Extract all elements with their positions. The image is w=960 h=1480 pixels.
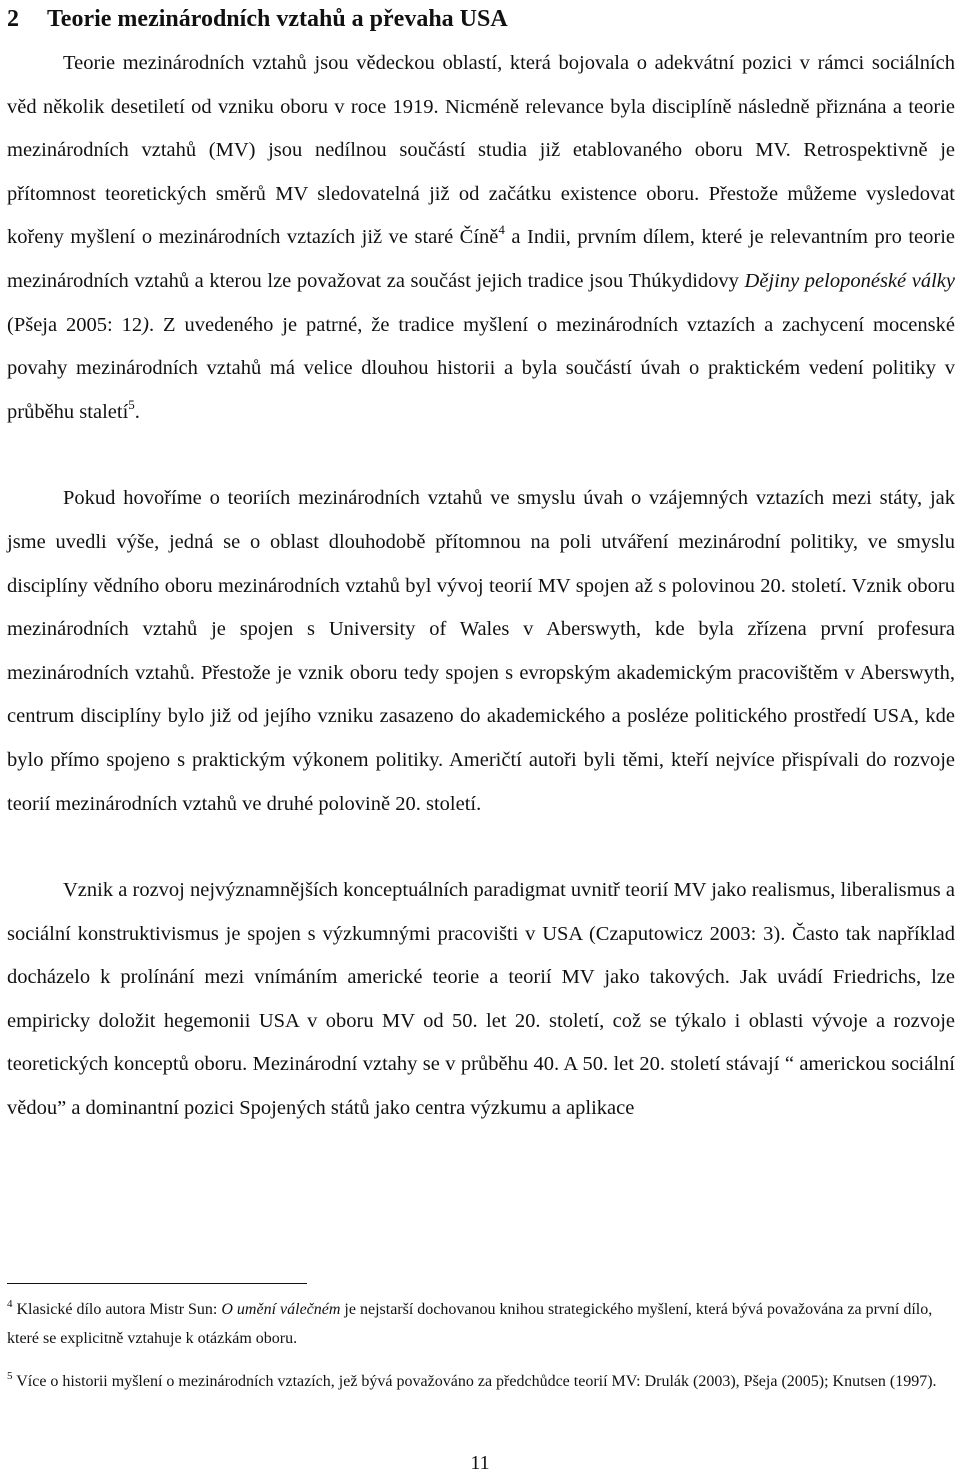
paragraph-1-text-b: a Indii, prvním dílem, které je relevantním pro teorie mezinárodních vztahů a kterou lze považovat za součást jejich tradice jsou Thúkydidovy xyxy=(7,226,955,292)
footnote-text: Více o historii myšlení o mezinárodních vztazích, jež bývá považováno za předchůdce teorií MV: Drulák (2003), Pšeja (2005); Knutsen (1997). xyxy=(12,1373,937,1390)
paragraph-1 xyxy=(7,42,955,434)
footnote-italic-title: O umění válečném xyxy=(221,1301,341,1318)
footnote-ref-4[interactable]: 4 xyxy=(498,222,505,238)
paragraph-1-citation-close: ) xyxy=(142,313,149,336)
footnote-mark: 4 xyxy=(7,1298,13,1310)
book-title-italic: Dějiny peloponéské války xyxy=(744,269,955,292)
footnote-text: je nejstarší dochovanou knihou strategického myšlení, která bývá považována za první dílo, které se explicitně vztahuje k otázkám oboru. xyxy=(7,1301,933,1347)
footnote-4 xyxy=(7,1295,955,1353)
section-title: Teorie mezinárodních vztahů a převaha USA xyxy=(47,6,508,32)
footnote-ref-5[interactable]: 5 xyxy=(128,396,135,412)
paragraph-1-text-a: Teorie mezinárodních vztahů jsou vědeckou oblastí, která bojovala o adekvátní pozici v rámci sociálních věd několik desetiletí od vzniku oboru v roce 1919. Nicméně relevance byla disciplíně následně přiznána a teorie mezinárodních vztahů (MV) jsou nedílnou součástí studia již etablovaného oboru MV. Retrospektivně je přítomnost teoretických směrů MV sledovatelná již od začátku existence oboru. Přestože můžeme vysledovat kořeny myšlení o mezinárodních vztazích již ve staré Číně xyxy=(7,52,955,249)
page-number: 11 xyxy=(470,1452,490,1474)
footnote-mark: 5 xyxy=(7,1370,13,1382)
body-text xyxy=(7,42,955,1131)
paragraph-2: Pokud hovoříme o teoriích mezinárodních vztahů ve smyslu úvah o vzájemných vztazích mezi státy, jak jsme uvedli výše, jedná se o oblast dlouhodobě přítomnou na poli utváření mezinárodní politiky, ve smyslu disciplíny vědního oboru mezinárodních vztahů byl vývoj teorií MV spojen až s polovinou 20. století. Vznik oboru mezinárodních vztahů je spojen s University of Wales v Aberswyth, kde byla zřízena první profesura mezinárodních vztahů. Přestože je vznik oboru tedy spojen s evropským akademickým pracovištěm v Aberswyth, centrum disciplíny bylo již od jejího vzniku zasazeno do akademického a posléze politického prostředí USA, kde bylo přímo spojeno s praktickým výkonem politiky. Američtí autoři byli těmi, kteří nejvíce přispívali do rozvoje teorií mezinárodních vztahů ve druhé polovině 20. století. xyxy=(7,487,955,815)
footnote-separator xyxy=(7,1283,307,1284)
footnotes xyxy=(7,1295,955,1410)
paragraph-3: Vznik a rozvoj nejvýznamnějších konceptuálních paradigmat uvnitř teorií MV jako realismus, liberalismus a sociální konstruktivismus je spojen s výzkumnými pracovišti v USA (Czaputowicz 2003: 3). Často tak například docházelo k prolínání mezi vnímáním americké teorie a teorií MV jako takových. Jak uvádí Friedrichs, lze empiricky doložit hegemonii USA v oboru MV od 50. let 20. století, což se týkalo i oblasti vývoje a rozvoje teoretických konceptů oboru. Mezinárodní vztahy se v průběhu 40. A 50. let 20. století stávají “ americkou sociální vědou” a dominantní pozici Spojených států jako centra výzkumu a aplikace xyxy=(7,879,955,1120)
paragraph-1-text-c: . Z uvedeného je patrné, že tradice myšlení o mezinárodních vztazích a zachycení mocenské povahy mezinárodních vztahů má velice dlouhou historii a byla součástí úvah o praktickém vedení politiky v průběhu staletí xyxy=(7,313,955,423)
footnote-5 xyxy=(7,1367,955,1396)
section-number: 2 xyxy=(7,6,19,32)
footnote-text: Klasické dílo autora Mistr Sun: xyxy=(12,1301,222,1318)
paragraph-1-citation: (Pšeja 2005: 12 xyxy=(7,313,143,336)
section-heading xyxy=(7,0,955,34)
document-page xyxy=(7,0,955,1131)
paragraph-1-text-end: . xyxy=(134,400,140,423)
